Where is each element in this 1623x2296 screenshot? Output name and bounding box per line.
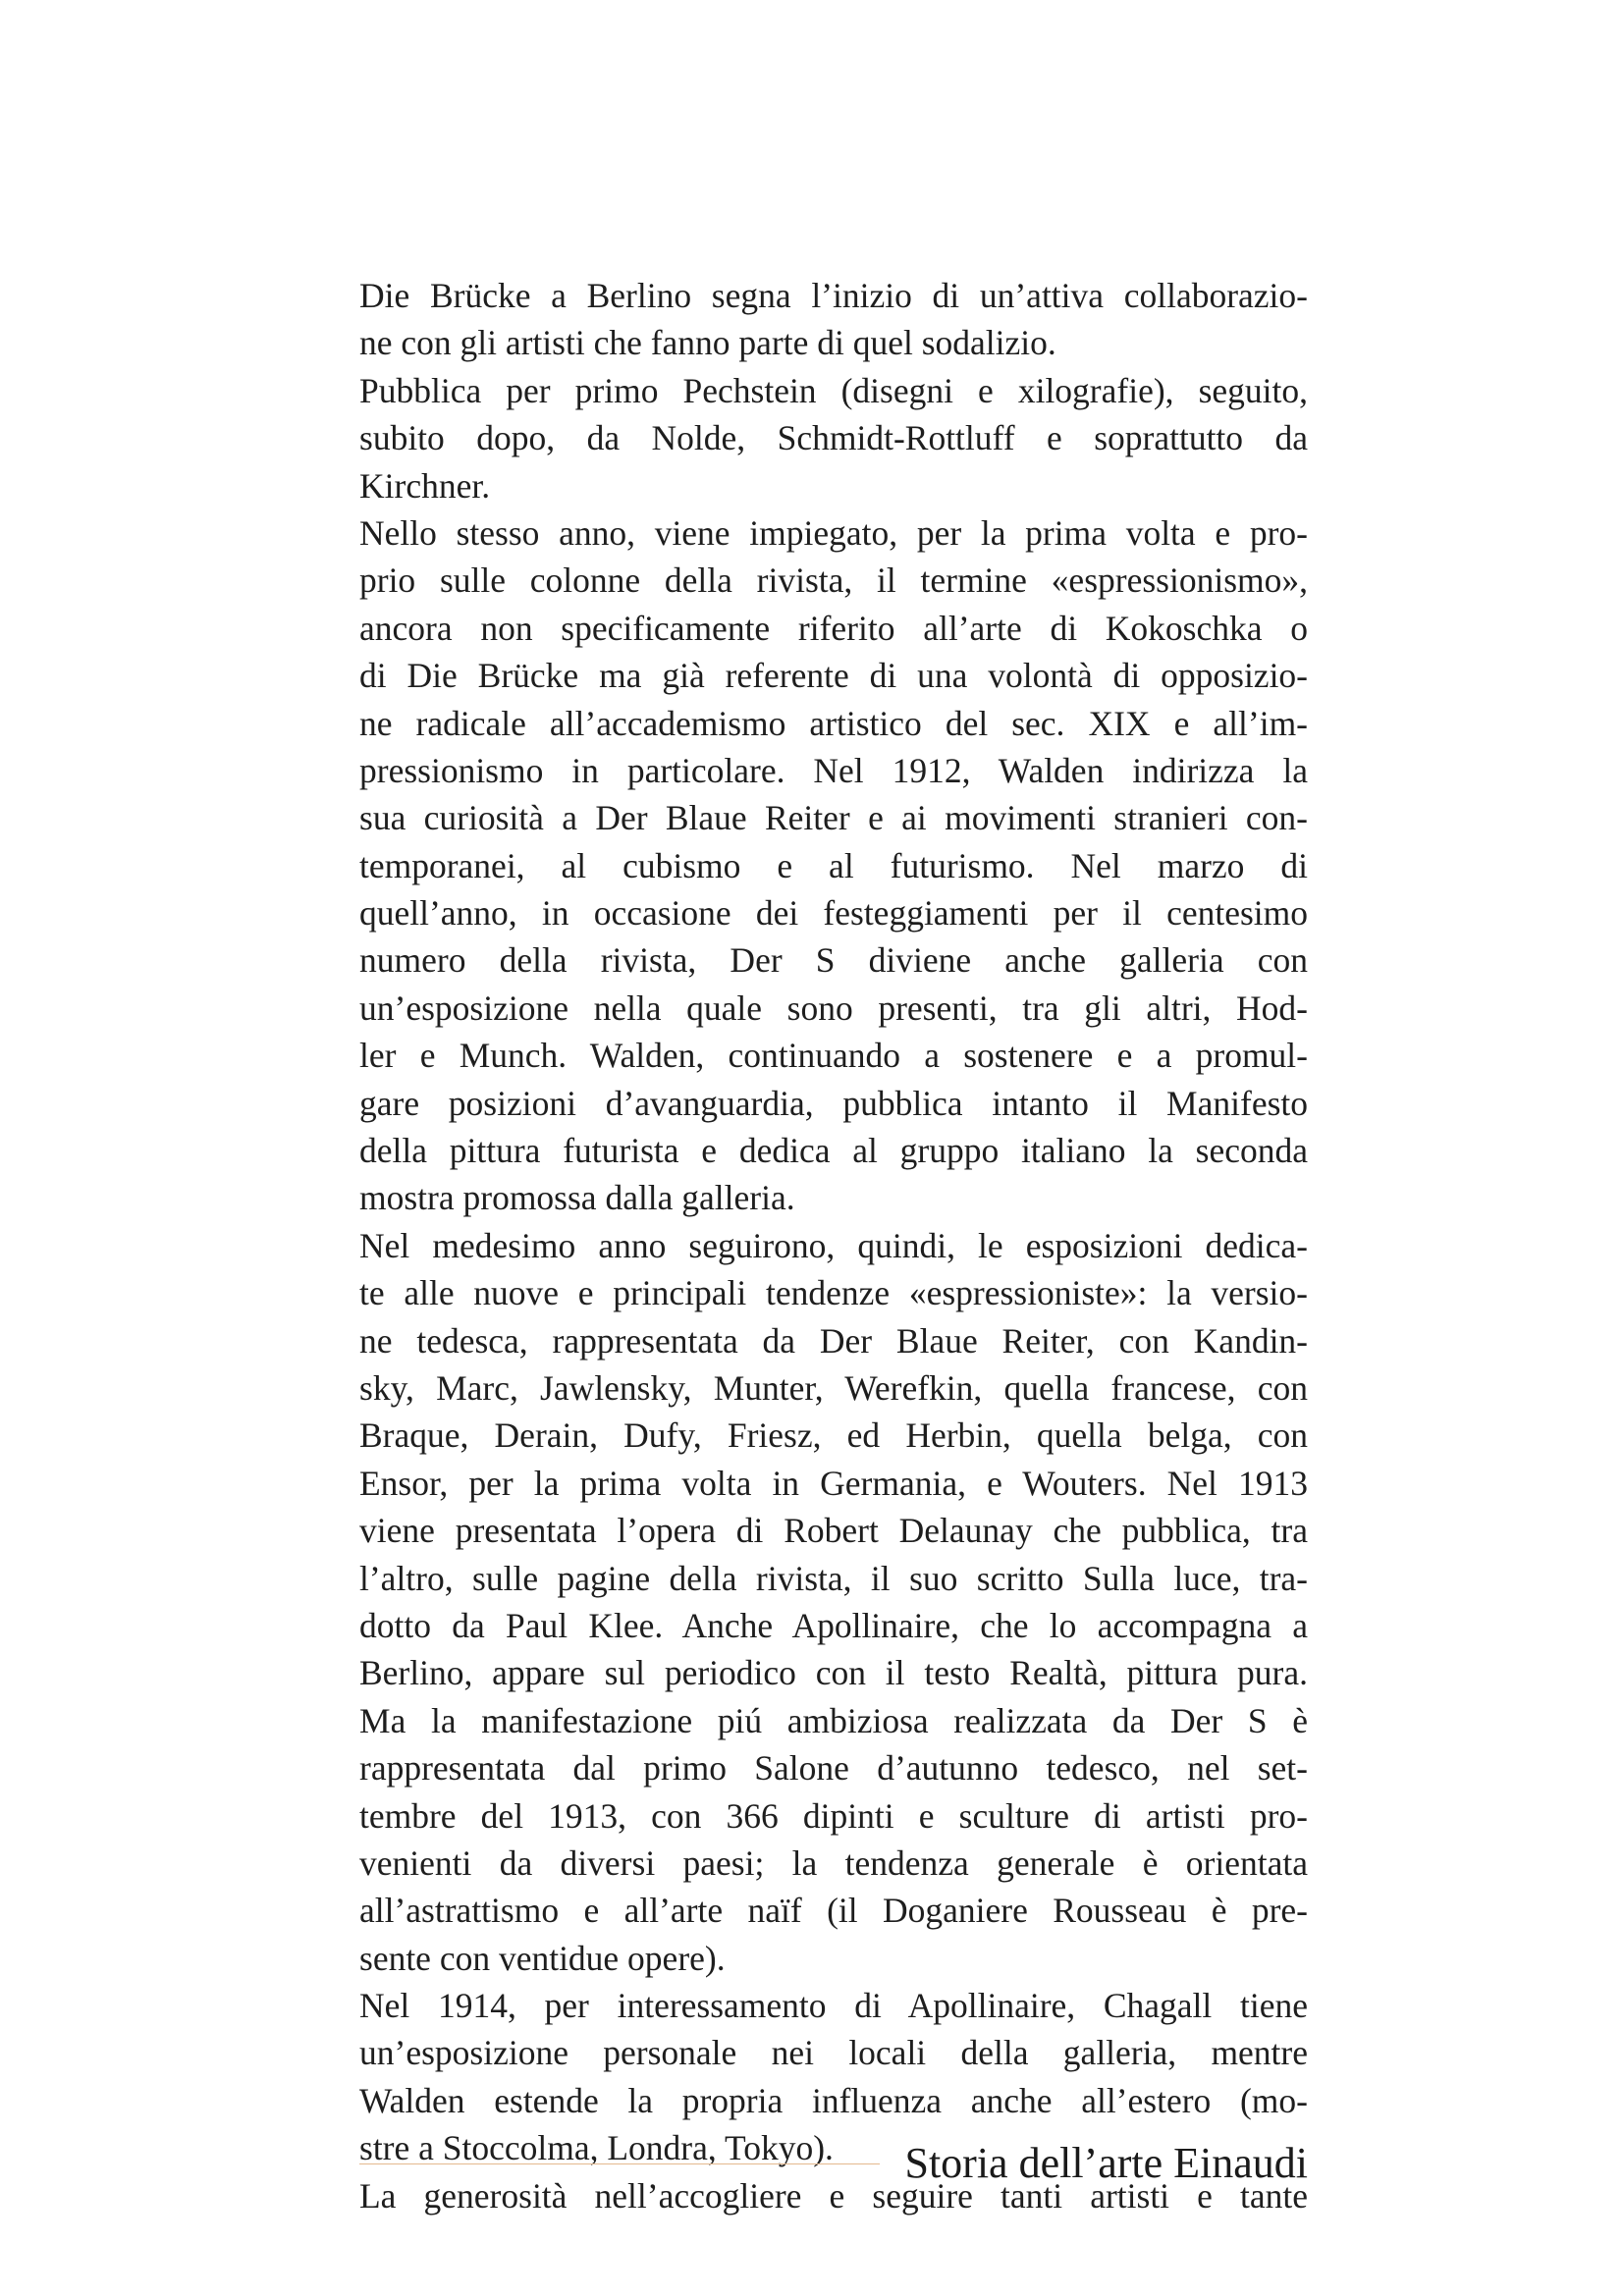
- text-line: La generosità nell’accogliere e seguire tanti artisti e tante: [359, 2175, 1308, 2216]
- text-line: di Die Brücke ma già referente di una volontà di opposizio-: [359, 656, 1308, 696]
- text-line: sente con ventidue opere).: [359, 1938, 726, 1978]
- text-line: Ensor, per la prima volta in Germania, e Wouters. Nel 1913: [359, 1463, 1308, 1503]
- text-line: l’altro, sulle pagine della rivista, il suo scritto Sulla luce, tra-: [359, 1558, 1308, 1598]
- text-line: te alle nuove e principali tendenze «espressioniste»: la versio-: [359, 1273, 1308, 1313]
- text-line: sua curiosità a Der Blaue Reiter e ai movimenti stranieri con-: [359, 798, 1308, 838]
- text-line: Kirchner.: [359, 465, 491, 506]
- text-line: tembre del 1913, con 366 dipinti e sculture di artisti pro-: [359, 1795, 1308, 1836]
- text-line: mostra promossa dalla galleria.: [359, 1178, 795, 1218]
- text-line: numero della rivista, Der S diviene anche galleria con: [359, 940, 1308, 981]
- text-line: ne con gli artisti che fanno parte di quel sodalizio.: [359, 323, 1056, 363]
- text-line: temporanei, al cubismo e al futurismo. Nel marzo di: [359, 845, 1308, 885]
- text-line: quell’anno, in occasione dei festeggiamenti per il centesimo: [359, 893, 1308, 934]
- text-line: Nel 1914, per interessamento di Apollinaire, Chagall tiene: [359, 1986, 1308, 2026]
- text-line: prio sulle colonne della rivista, il termine «espressionismo»,: [359, 561, 1308, 601]
- text-line: venienti da diversi paesi; la tendenza generale è orientata: [359, 1842, 1308, 1883]
- text-line: un’esposizione nella quale sono presenti, tra gli altri, Hod-: [359, 988, 1308, 1028]
- footer-title: Storia dell’arte Einaudi: [904, 2139, 1308, 2187]
- text-line: stre a Stoccolma, Londra, Tokyo).: [359, 2128, 834, 2168]
- text-line: della pittura futurista e dedica al gruppo italiano la seconda: [359, 1131, 1308, 1171]
- text-line: Pubblica per primo Pechstein (disegni e xilografie), seguito,: [359, 370, 1308, 410]
- text-line: pressionismo in particolare. Nel 1912, Walden indirizza la: [359, 750, 1308, 790]
- text-line: un’esposizione personale nei locali della galleria, mentre: [359, 2033, 1308, 2073]
- text-line: Berlino, appare sul periodico con il testo Realtà, pittura pura.: [359, 1653, 1308, 1693]
- text-line: gare posizioni d’avanguardia, pubblica intanto il Manifesto: [359, 1083, 1308, 1123]
- text-line: Braque, Derain, Dufy, Friesz, ed Herbin, quella belga, con: [359, 1415, 1308, 1456]
- text-line: rappresentata dal primo Salone d’autunno tedesco, nel set-: [359, 1748, 1308, 1789]
- text-line: Die Brücke a Berlino segna l’inizio di un’attiva collaborazio-: [359, 276, 1308, 315]
- text-line: ne tedesca, rappresentata da Der Blaue Reiter, con Kandin-: [359, 1320, 1308, 1361]
- text-line: dotto da Paul Klee. Anche Apollinaire, che lo accompagna a: [359, 1605, 1308, 1645]
- text-line: Ma la manifestazione piú ambiziosa realizzata da Der S è: [359, 1700, 1308, 1740]
- text-line: ancora non specificamente riferito all’arte di Kokoschka o: [359, 608, 1308, 648]
- text-line: Walden estende la propria influenza anche all’estero (mo-: [359, 2080, 1308, 2120]
- text-line: all’astrattismo e all’arte naïf (il Doganiere Rousseau è pre-: [359, 1891, 1308, 1931]
- footer-rule: [359, 2163, 880, 2164]
- text-line: sky, Marc, Jawlensky, Munter, Werefkin, quella francese, con: [359, 1367, 1308, 1408]
- text-line: Nel medesimo anno seguirono, quindi, le esposizioni dedica-: [359, 1225, 1308, 1265]
- text-line: ne radicale all’accademismo artistico del sec. XIX e all’im-: [359, 703, 1308, 743]
- text-line: ler e Munch. Walden, continuando a sostenere e a promul-: [359, 1036, 1308, 1076]
- body-text: [359, 272, 1308, 2219]
- text-line: viene presentata l’opera di Robert Delaunay che pubblica, tra: [359, 1511, 1308, 1551]
- text-line: subito dopo, da Nolde, Schmidt-Rottluff e soprattutto da: [359, 418, 1308, 458]
- text-line: Nello stesso anno, viene impiegato, per la prima volta e pro-: [359, 512, 1308, 553]
